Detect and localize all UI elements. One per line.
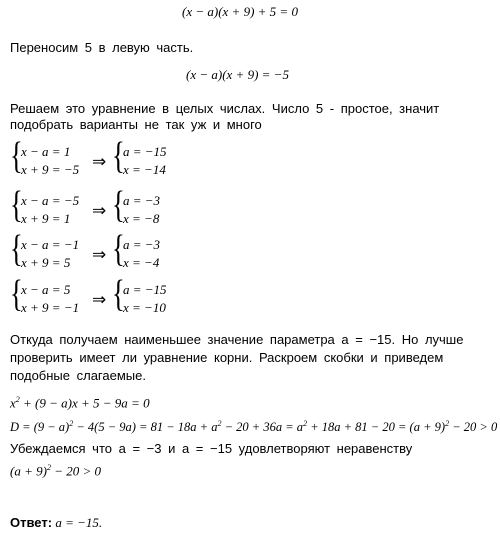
system-1-left-row-1: x − a = 1 [21,144,71,159]
system-2-right-row-2: x = −8 [123,211,160,226]
paragraph-line-2: проверить имеет ли уравнение корни. Раскроем скобки и приведем [10,350,444,365]
disc-part-2: − 4(5 − 9a) = 81 − 18a + a [73,420,218,435]
brace-icon: { [112,273,125,315]
answer-value: a = −15. [52,515,103,530]
system-1-left-row-2: x + 9 = −5 [21,162,80,177]
moved-equation: (x − a)(x + 9) = −5 [186,67,289,82]
disc-exponent-4: 2 [445,419,450,428]
quad-eq-rest: + (9 − a)x + 5 − 9a = 0 [19,395,150,411]
implies-arrow-icon: ⇒ [92,290,107,310]
system-4-right [112,273,192,317]
ineq-exponent: 2 [46,463,51,472]
solve-text-line-2: подобрать варианты не так уж и много [10,117,262,132]
brace-icon: { [10,135,23,177]
system-3-right [112,228,192,272]
system-3-right-row-1: a = −3 [123,237,161,252]
final-inequality [10,463,101,479]
system-3-left-row-2: x + 9 = 5 [21,255,71,270]
brace-icon: { [10,228,23,270]
disc-exponent-3: 2 [303,419,308,428]
brace-icon: { [10,273,23,315]
system-4-right-row-1: a = −15 [123,282,167,297]
implies-arrow-icon: ⇒ [92,152,107,172]
system-3-right-row-2: x = −4 [123,255,160,270]
paragraph-line-3: подобные слагаемые. [10,368,146,383]
header-equation: (x − a)(x + 9) + 5 = 0 [182,4,298,19]
system-1-right [112,135,192,179]
implies-arrow-icon: ⇒ [92,201,107,221]
disc-part-1: D = (9 − a) [10,420,70,435]
ineq-part-1: (a + 9) [10,463,47,479]
quad-eq-exponent: 2 [15,395,20,404]
disc-exponent-1: 2 [69,419,74,428]
system-3-left-row-1: x − a = −1 [21,237,80,252]
verify-text: Убеждаемся что a = −3 и a = −15 удовлетворяют неравенству [10,441,413,456]
quadratic-equation [10,395,150,411]
move-text: Переносим 5 в левую часть. [10,40,194,55]
system-4-left-row-2: x + 9 = −1 [21,300,80,315]
discriminant-line [10,419,497,435]
ineq-part-2: − 20 > 0 [50,463,101,479]
answer-line [10,515,102,531]
brace-icon: { [112,184,125,226]
system-2-left-row-1: x − a = −5 [21,193,80,208]
system-2-right-row-1: a = −3 [123,193,161,208]
brace-icon: { [10,184,23,226]
system-2-right [112,184,192,228]
system-4-left-row-1: x − a = 5 [21,282,71,297]
quad-eq-x: x [10,395,16,411]
disc-part-5: − 20 > 0 [449,420,498,435]
disc-part-3: − 20 + 36a = a [221,420,304,435]
brace-icon: { [112,228,125,270]
paragraph-line-1: Откуда получаем наименьшее значение параметра a = −15. Но лучше [10,332,464,347]
system-1-right-row-2: x = −14 [123,162,166,177]
implies-arrow-icon: ⇒ [92,245,107,265]
disc-exponent-2: 2 [217,419,222,428]
system-2-left-row-2: x + 9 = 1 [21,211,71,226]
answer-label: Ответ: [10,515,53,530]
brace-icon: { [112,135,125,177]
system-4-right-row-2: x = −10 [123,300,166,315]
system-1-right-row-1: a = −15 [123,144,167,159]
disc-part-4: + 18a + 81 − 20 = (a + 9) [307,420,446,435]
solve-text-line-1: Решаем это уравнение в целых числах. Число 5 - простое, значит [10,101,440,116]
